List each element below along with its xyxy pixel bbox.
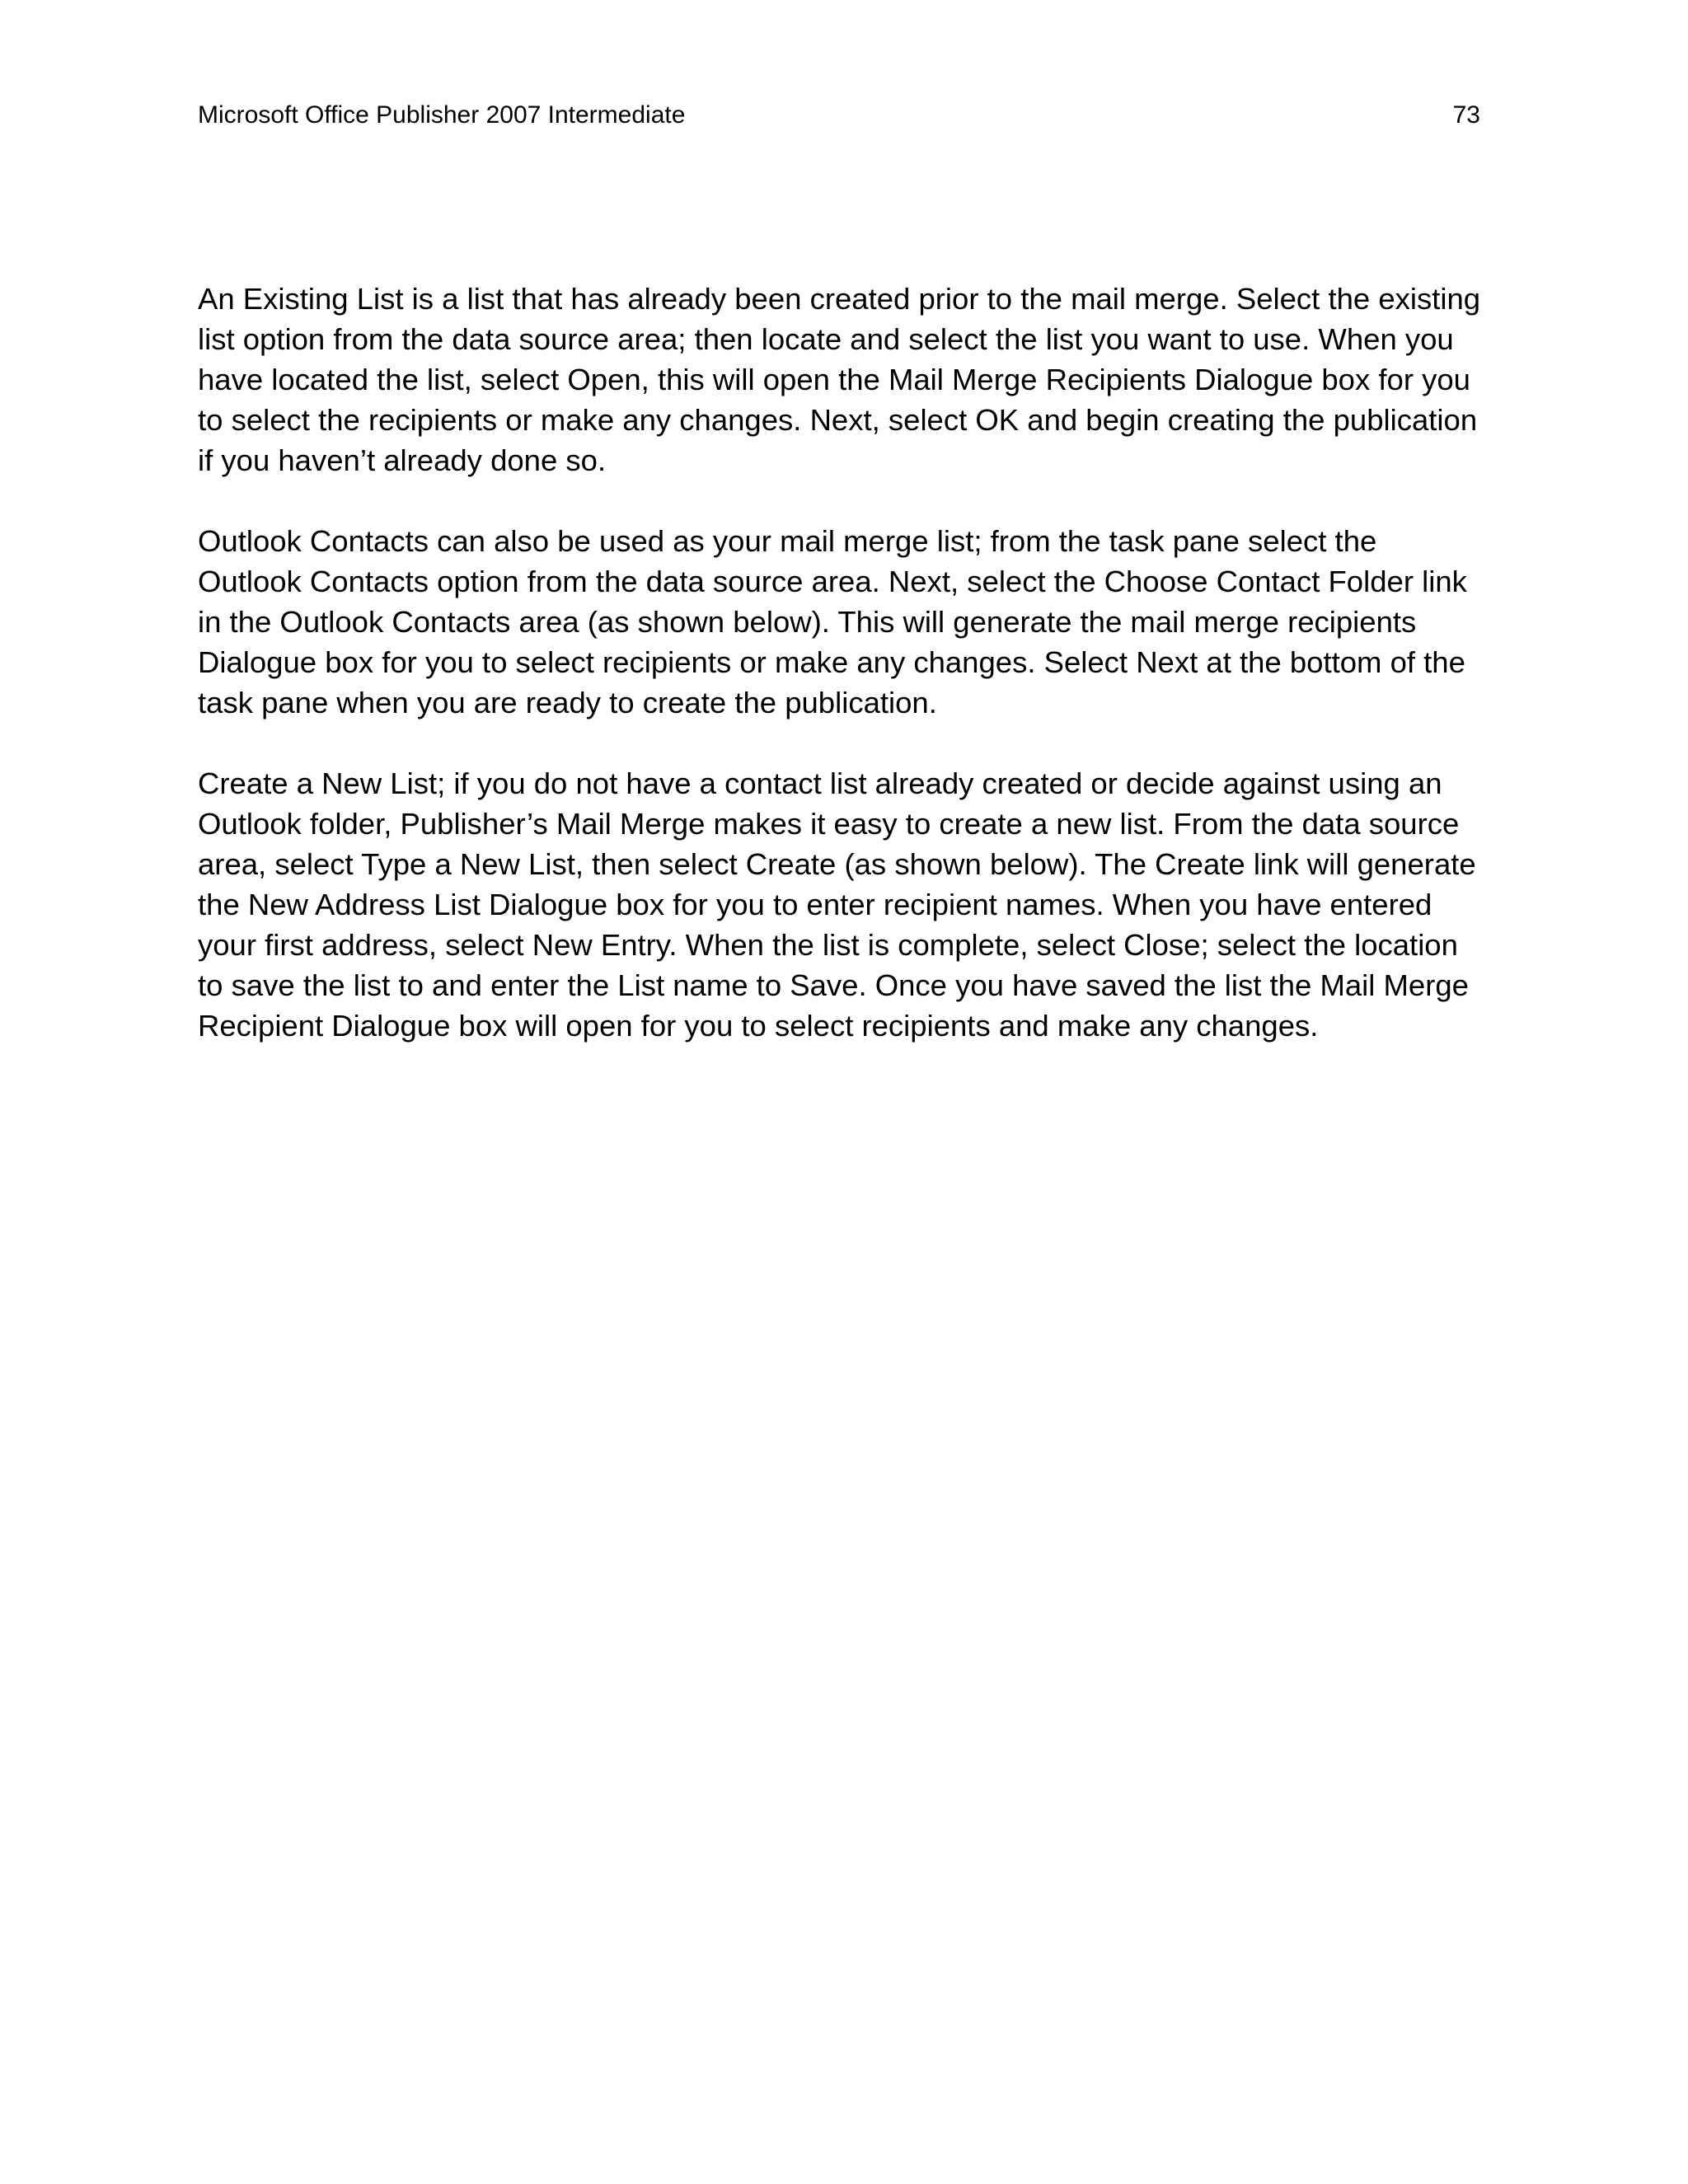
paragraph-new-list: Create a New List; if you do not have a contact list already created or decide against using an Outlook folder, Publisher’s Mail Merge makes it easy to create a new list. From the data source area, select Type a New List, then select Create (as shown below). The Create link will generate the New Address List Dialogue box for you to enter recipient names. When you have entered your first address, select New Entry. When the list is complete, select Close; select the location to save the list to and enter the List name to Save. Once you have saved the list the Mail Merge Recipient Dialogue box will open for you to select recipients and make any changes. (198, 766, 1476, 1043)
paragraph-existing-list: An Existing List is a list that has already been created prior to the mail merge. Select the existing list option from the data source area; then locate and select the list you want to use. When you have located the list, select Open, this will open the Mail Merge Recipients Dialogue box for you to select the recipients or make any changes. Next, select OK and begin creating the publication if you haven’t already done so. (198, 282, 1481, 477)
running-header (198, 99, 1480, 132)
paragraph-outlook-contacts: Outlook Contacts can also be used as your mail merge list; from the task pane select the Outlook Contacts option from the data source area. Next, select the Choose Contact Folder link in the Outlook Contacts area (as shown below). This will generate the mail merge recipients Dialogue box for you to select recipients or make any changes. Select Next at the bottom of the task pane when you are ready to create the publication. (198, 524, 1467, 719)
body-text (198, 279, 1484, 1086)
document-title: Microsoft Office Publisher 2007 Intermediate (198, 101, 686, 129)
page-number: 73 (1452, 101, 1480, 129)
